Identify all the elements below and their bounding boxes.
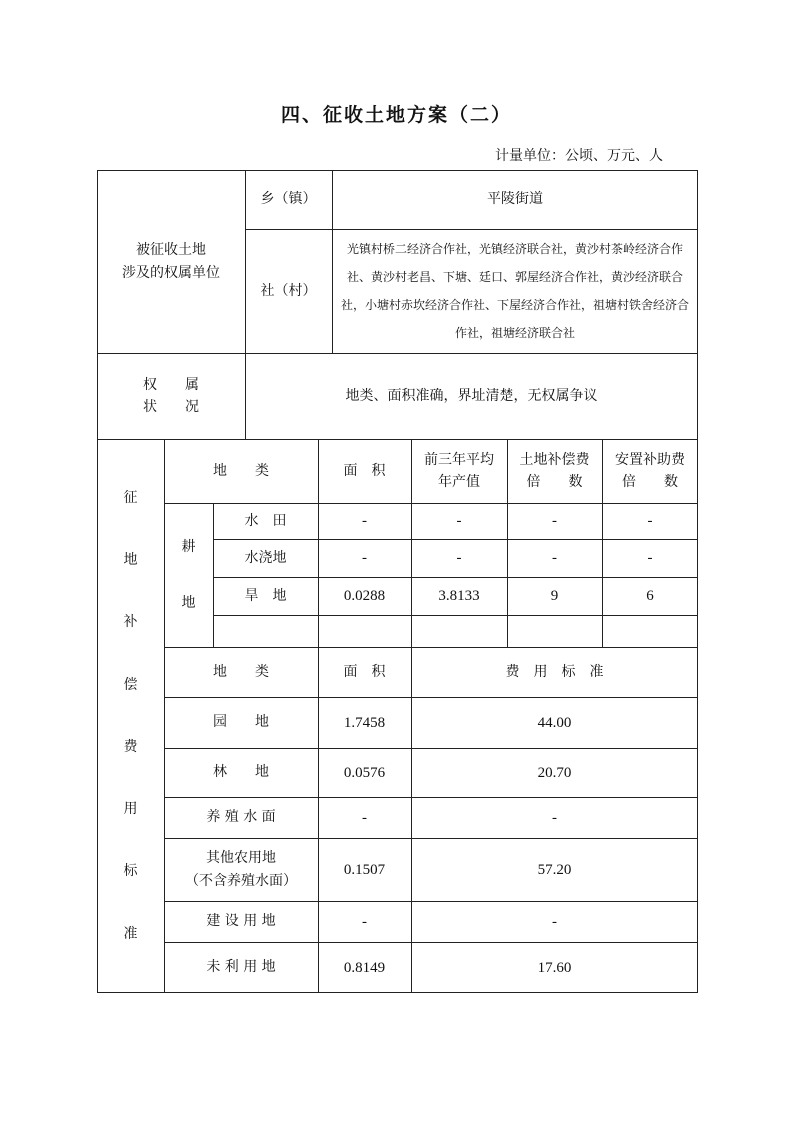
row-area: 0.0288: [343, 588, 386, 604]
owner-label-line2: 涉及的权属单位: [122, 264, 220, 281]
other-row-area: 0.0576: [343, 764, 386, 781]
row-land: -: [552, 513, 557, 529]
row-output: [411, 615, 507, 647]
header-resettle-multiple: [602, 439, 698, 503]
row-area: -: [362, 550, 367, 566]
other-row-fee: 44.00: [537, 714, 572, 731]
other-row-fee: 20.70: [537, 764, 572, 781]
other-row-area: -: [362, 809, 367, 826]
row-type: 旱 地: [244, 587, 287, 604]
other-row-area: 0.8149: [343, 959, 386, 976]
side-char: 标: [123, 863, 138, 880]
header-output: [411, 439, 507, 503]
page-title: 四、征收土地方案（二）: [280, 104, 512, 126]
row-type: 水 田: [244, 512, 287, 529]
row-resettle: -: [647, 513, 653, 529]
row-resettle: 6: [646, 588, 654, 604]
owner-label: [97, 170, 245, 353]
ownership-value: 地类、面积准确，界址清楚，无权属争议: [345, 387, 598, 404]
other-row-fee: -: [552, 913, 557, 930]
group-char: 地: [181, 594, 196, 611]
header-resettle-line2: 倍 数: [622, 474, 678, 490]
other-row-type: 园 地: [213, 714, 269, 731]
village-label: 社（村）: [260, 282, 317, 299]
header-output-line1: 前三年平均: [424, 451, 494, 468]
other-row-fee: 17.60: [537, 959, 572, 976]
row-output: 3.8133: [438, 588, 480, 604]
ownership-label: [97, 353, 245, 439]
group-char: 耕: [181, 539, 196, 556]
compensation-side-label: [97, 439, 164, 993]
other-row-area: -: [362, 913, 367, 930]
other-row-fee: -: [552, 809, 557, 826]
row-output: -: [456, 550, 462, 566]
row-resettle: [602, 615, 698, 647]
side-char: 偿: [123, 676, 138, 693]
header-land-line2: 倍 数: [526, 474, 583, 490]
other-row-type: 林 地: [213, 764, 269, 781]
ownership-label-line1: 权 属: [143, 376, 199, 393]
town-value: 平陵街道: [487, 191, 543, 208]
row-type: 水浇地: [244, 549, 287, 566]
unit-label: 计量单位：公顷、万元、人: [495, 148, 663, 164]
row-type: [213, 615, 318, 647]
other-row-area: 0.1507: [343, 861, 386, 878]
town-label: 乡（镇）: [260, 191, 317, 208]
village-value: 光镇村桥二经济合作社，光镇经济联合社，黄沙村茶岭经济合作社、黄沙村老昌、下塘、廷口、郭屋经济合作社，黄沙经济联合社，小塘村赤坎经济合作社、下屋经济合作社，祖塘村铁舍经济合作社，祖塘经济联合社: [340, 241, 689, 341]
other-header-area: 面 积: [343, 663, 386, 680]
side-char: 补: [123, 614, 138, 631]
ownership-label-line2: 状 况: [143, 399, 199, 415]
other-row-type: 建 设 用 地: [206, 913, 276, 930]
row-land: 9: [550, 588, 559, 604]
side-char: 地: [123, 552, 138, 569]
header-land-line1: 土地补偿费: [519, 451, 590, 468]
header-land-multiple: [507, 439, 602, 503]
header-area: 面 积: [343, 462, 386, 479]
other-row-type: 未 利 用 地: [206, 959, 276, 976]
cultivated-group-label: [164, 503, 213, 647]
other-row-area: 1.7458: [343, 714, 386, 731]
side-char: 用: [123, 801, 138, 818]
owner-label-line1: 被征收土地: [136, 242, 206, 259]
side-char: 征: [123, 489, 138, 506]
other-row-type-line2: （不含养殖水面）: [185, 872, 297, 889]
row-area: [318, 615, 411, 647]
other-header-type: 地 类: [213, 663, 269, 680]
other-row-type-line1: 其他农用地: [206, 850, 276, 867]
row-land: -: [552, 550, 557, 566]
row-land: [507, 615, 602, 647]
header-resettle-line1: 安置补助费: [615, 451, 685, 468]
side-char: 准: [123, 925, 138, 942]
other-row-type: [164, 838, 318, 901]
other-row-type: 养 殖 水 面: [206, 809, 276, 826]
header-output-line2: 年产值: [438, 474, 480, 490]
other-row-fee: 57.20: [537, 861, 572, 878]
row-area: -: [362, 513, 367, 529]
other-header-fee: 费 用 标 准: [505, 663, 604, 680]
row-output: -: [456, 513, 462, 529]
row-resettle: -: [647, 550, 653, 566]
header-type: 地 类: [213, 462, 269, 479]
side-char: 费: [123, 738, 138, 755]
